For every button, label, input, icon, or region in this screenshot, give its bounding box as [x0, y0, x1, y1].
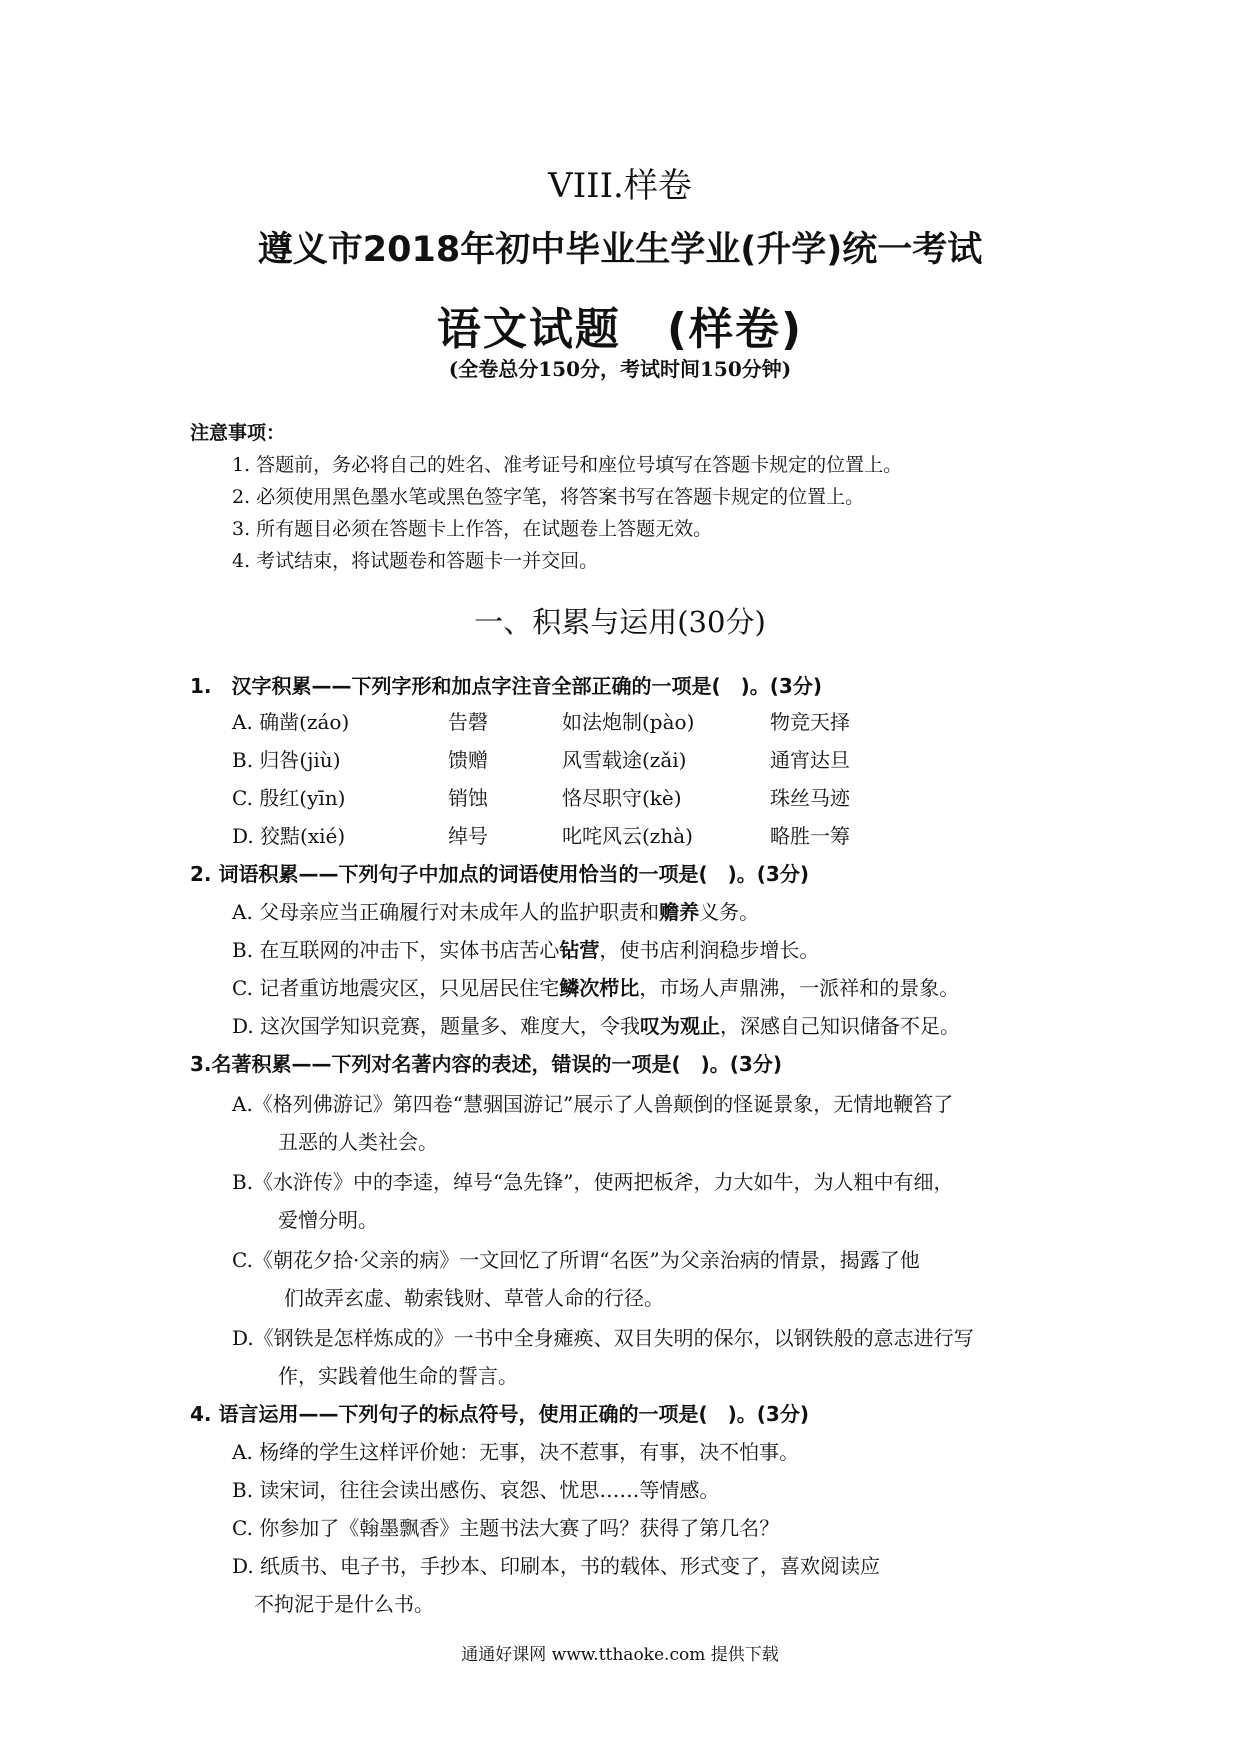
q1-option-a-word3: 如法炮制(pào): [562, 710, 695, 734]
q3-option-a-line1: A.《格列佛游记》第四卷“慧骃国游记”展示了人兽颠倒的怪诞景象，无情地鞭笞了: [232, 1092, 954, 1116]
q2-option-a-text: A. 父母亲应当正确履行对未成年人的监护职责和: [232, 900, 660, 924]
q2-option-b-tail: ，使书店利润稳步增长。: [599, 938, 820, 962]
footer-credit: 通通好课网 www.tthaoke.com 提供下载: [461, 1645, 779, 1665]
q4-option-a: A. 杨绛的学生这样评价她：无事，决不惹事，有事，决不怕事。: [232, 1440, 800, 1464]
q2-option-b-text: B. 在互联网的冲击下，实体书店苦心: [232, 938, 560, 962]
q2-option-c-text: C. 记者重访地震灾区，只见居民住宅: [232, 976, 560, 1000]
q2-option-c-keyword: 鳞次栉比: [559, 976, 640, 1000]
q1-option-c-word2: 销蚀: [448, 786, 488, 810]
q2-option-a-tail: 义务。: [699, 900, 760, 924]
q1-option-c-word1: C. 殷红(yīn): [232, 786, 346, 810]
note-item: 4. 考试结束，将试题卷和答题卡一并交回。: [232, 550, 599, 572]
note-item: 2. 必须使用黑色墨水笔或黑色签字笔，将答案书写在答题卡规定的位置上。: [232, 486, 865, 508]
paper-subtitle: (全卷总分150分，考试时间150分钟): [448, 357, 792, 381]
q4-option-b: B. 读宋词，往往会读出感伤、哀怨、忧思……等情感。: [232, 1478, 720, 1502]
q3-option-c-line1: C.《朝花夕拾·父亲的病》一文回忆了所谓“名医”为父亲治病的情景，揭露了他: [232, 1248, 920, 1272]
q1-option-b-word3: 风雪载途(zǎi): [562, 748, 687, 772]
note-item: 3. 所有题目必须在答题卡上作答，在试题卷上答题无效。: [232, 518, 713, 540]
q3-option-b-line2: 爱憎分明。: [278, 1208, 378, 1232]
q2-option-d: [232, 1010, 960, 1039]
q2-option-a-keyword: 赡养: [659, 900, 700, 924]
q3-option-a-line2: 丑恶的人类社会。: [278, 1130, 438, 1154]
q1-option-c-word4: 珠丝马迹: [770, 786, 850, 810]
q3-option-b-line1: B.《水浒传》中的李逵，绰号“急先锋”，使两把板斧，力大如牛，为人粗中有细，: [232, 1170, 954, 1194]
q3-option-d-line2: 作，实践着他生命的誓言。: [278, 1364, 518, 1388]
q1-option-d-word2: 绰号: [448, 824, 488, 848]
q1-option-a-word4: 物竞天择: [770, 710, 850, 734]
section-label: VIII.样卷: [548, 166, 692, 206]
q1-option-c-word3: 恪尽职守(kè): [562, 786, 682, 810]
question-3-stem: 3.名著积累——下列对名著内容的表述，错误的一项是( )。(3分): [190, 1052, 782, 1076]
q3-option-c-line2: 们故弄玄虚、勒索钱财、草菅人命的行径。: [284, 1286, 664, 1310]
q1-option-b-word1: B. 归咎(jiù): [232, 748, 341, 772]
q1-option-d-word1: D. 狡黠(xié): [232, 824, 346, 848]
q3-option-d-line1: D.《钢铁是怎样炼成的》一书中全身瘫痪、双目失明的保尔，以钢铁般的意志进行写: [232, 1326, 974, 1350]
q4-option-d-line2: 不拘泥于是什么书。: [254, 1592, 434, 1616]
q1-option-d-word4: 略胜一筹: [770, 824, 850, 848]
note-item: 1. 答题前，务必将自己的姓名、准考证号和座位号填写在答题卡规定的位置上。: [232, 454, 903, 476]
paper-title: 语文试题 (样卷): [436, 304, 804, 355]
q2-option-d-keyword: 叹为观止: [640, 1014, 721, 1038]
q4-option-d-line1: D. 纸质书、电子书，手抄本、印刷本，书的载体、形式变了，喜欢阅读应: [232, 1554, 881, 1578]
q4-option-c: C. 你参加了《翰墨飘香》主题书法大赛了吗？获得了第几名？: [232, 1516, 780, 1540]
q2-option-d-text: D. 这次国学知识竞赛，题量多、难度大，令我: [232, 1014, 641, 1038]
part-title: 一、积累与运用(30分): [474, 605, 766, 639]
q2-option-b: [232, 934, 819, 963]
question-1-stem: 1. 汉字积累——下列字形和加点字注音全部正确的一项是( )。(3分): [190, 674, 822, 698]
notes-heading: 注意事项：: [190, 422, 286, 444]
q1-option-a-word2: 告磬: [448, 710, 488, 734]
q1-option-b-word4: 通宵达旦: [770, 748, 850, 772]
q2-option-c: [232, 972, 959, 1001]
exam-name: 遵义市2018年初中毕业生学业(升学)统一考试: [257, 230, 983, 270]
q2-option-a: [232, 896, 759, 925]
q1-option-a-word1: A. 确凿(záo): [232, 710, 350, 734]
q2-option-d-tail: ，深感自己知识储备不足。: [720, 1014, 961, 1038]
question-4-stem: 4. 语言运用——下列句子的标点符号，使用正确的一项是( )。(3分): [190, 1402, 809, 1426]
q2-option-c-tail: ，市场人声鼎沸，一派祥和的景象。: [639, 976, 960, 1000]
q1-option-b-word2: 馈赠: [448, 748, 488, 772]
question-2-stem: 2. 词语积累——下列句子中加点的词语使用恰当的一项是( )。(3分): [190, 862, 809, 886]
q2-option-b-keyword: 钻营: [559, 938, 600, 962]
q1-option-d-word3: 叱咤风云(zhà): [562, 824, 693, 848]
